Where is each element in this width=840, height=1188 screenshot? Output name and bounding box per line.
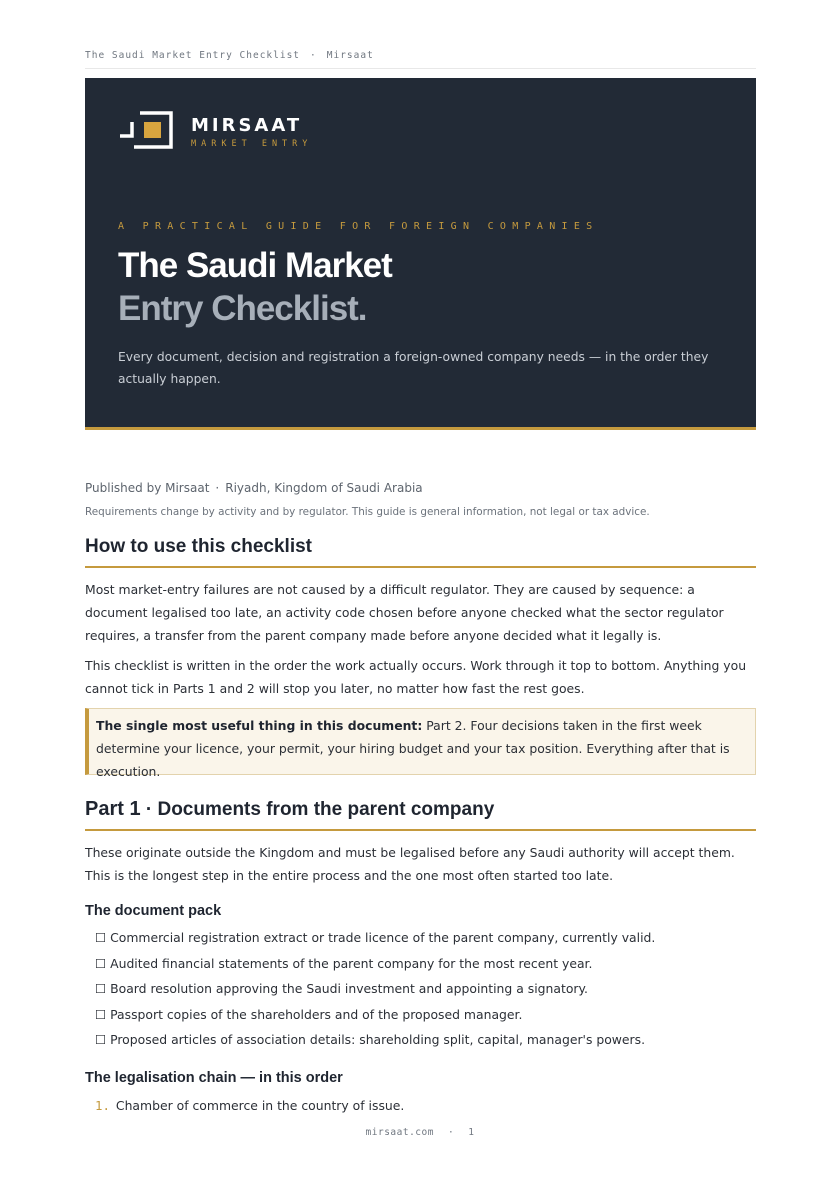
heading-part-1 bbox=[85, 798, 756, 831]
checklist-item[interactable] bbox=[95, 928, 655, 954]
document-pack-checklist bbox=[95, 928, 655, 1056]
how-to-paragraph-1: Most market-entry failures are not caused by a difficult regulator. They are caused by sequence: a document legalised too late, an activity code chosen before anyone checked what the sector regulator requires, a transfer from the parent company made before anyone decided what it legally is. bbox=[85, 582, 724, 643]
published-by: Published by Mirsaat bbox=[85, 481, 210, 495]
checkbox-icon[interactable]: ☐ bbox=[95, 955, 107, 971]
footer-separator: · bbox=[447, 1127, 455, 1138]
title-line-2: Entry Checklist. bbox=[118, 289, 367, 328]
location: Riyadh, Kingdom of Saudi Arabia bbox=[225, 481, 423, 495]
checklist-item-text: Board resolution approving the Saudi investment and appointing a signatory. bbox=[110, 981, 588, 996]
checklist-item-text: Commercial registration extract or trade licence of the parent company, currently valid. bbox=[110, 930, 656, 945]
page-title bbox=[118, 244, 392, 330]
meta-separator: · bbox=[215, 481, 220, 495]
checklist-item-text: Proposed articles of association details: shareholding split, capital, manager's powers. bbox=[110, 1032, 646, 1047]
publisher-line bbox=[85, 481, 423, 495]
title-line-1: The Saudi Market bbox=[118, 246, 392, 285]
part-1-intro: These originate outside the Kingdom and must be legalised before any Saudi authority will accept them. This is the longest step in the entire process and the one most often started too late. bbox=[85, 845, 735, 883]
checkbox-icon[interactable]: ☐ bbox=[95, 1032, 107, 1047]
part-1-separator: · bbox=[145, 799, 153, 820]
checklist-item[interactable] bbox=[95, 954, 655, 980]
heading-document-pack: The document pack bbox=[85, 903, 222, 919]
footer-site: mirsaat.com bbox=[365, 1127, 434, 1138]
hero-banner bbox=[85, 78, 756, 430]
how-to-paragraph-2: This checklist is written in the order the work actually occurs. Work through it top to bottom. Anything you cannot tick in Parts 1 and 2 will stop you later, no matter how fast the rest goes. bbox=[85, 658, 747, 696]
legalisation-chain-list bbox=[95, 1096, 404, 1116]
callout-text: Part 2. Four decisions taken in the first week determine your licence, your permit, your hiring budget and your tax position. Everything after that is execution. bbox=[96, 718, 730, 779]
list-item-text: Chamber of commerce in the country of issue. bbox=[115, 1098, 405, 1113]
running-head-title: The Saudi Market Entry Checklist bbox=[85, 50, 301, 61]
page-footer bbox=[0, 1127, 840, 1138]
hero-subtitle: Every document, decision and registration a foreign-owned company needs — in the order they actually happen. bbox=[118, 350, 709, 386]
key-insight-callout bbox=[85, 708, 756, 779]
hero-kicker: A PRACTICAL GUIDE FOR FOREIGN COMPANIES bbox=[118, 221, 599, 232]
running-head bbox=[85, 50, 756, 69]
page-number: 1 bbox=[468, 1127, 475, 1138]
checklist-item[interactable] bbox=[95, 1030, 655, 1056]
heading-legalisation-chain: The legalisation chain — in this order bbox=[85, 1070, 343, 1086]
checklist-item-text: Audited financial statements of the parent company for the most recent year. bbox=[110, 955, 593, 971]
checkbox-icon[interactable]: ☐ bbox=[95, 930, 107, 945]
checkbox-icon[interactable]: ☐ bbox=[95, 981, 107, 996]
disclaimer: Requirements change by activity and by regulator. This guide is general information, not legal or tax advice. bbox=[85, 506, 650, 518]
checklist-item-text: Passport copies of the shareholders and of the proposed manager. bbox=[110, 1006, 523, 1022]
running-head-brand: Mirsaat bbox=[326, 50, 374, 61]
checklist-item[interactable] bbox=[95, 979, 655, 1005]
part-1-title: Documents from the parent company bbox=[157, 799, 495, 820]
checklist-item[interactable] bbox=[95, 1005, 655, 1031]
part-1-label: Part 1 bbox=[85, 798, 141, 820]
checkbox-icon[interactable]: ☐ bbox=[95, 1006, 107, 1022]
heading-how-to-use: How to use this checklist bbox=[85, 536, 756, 568]
callout-label: The single most useful thing in this document: bbox=[96, 718, 423, 733]
list-number: 1. bbox=[95, 1098, 110, 1113]
mirsaat-logo-icon bbox=[118, 110, 174, 150]
brand-name: MIRSAAT bbox=[191, 115, 303, 136]
running-head-separator: · bbox=[310, 50, 317, 61]
list-item bbox=[95, 1096, 404, 1116]
brand-tagline: MARKET ENTRY bbox=[191, 139, 313, 149]
